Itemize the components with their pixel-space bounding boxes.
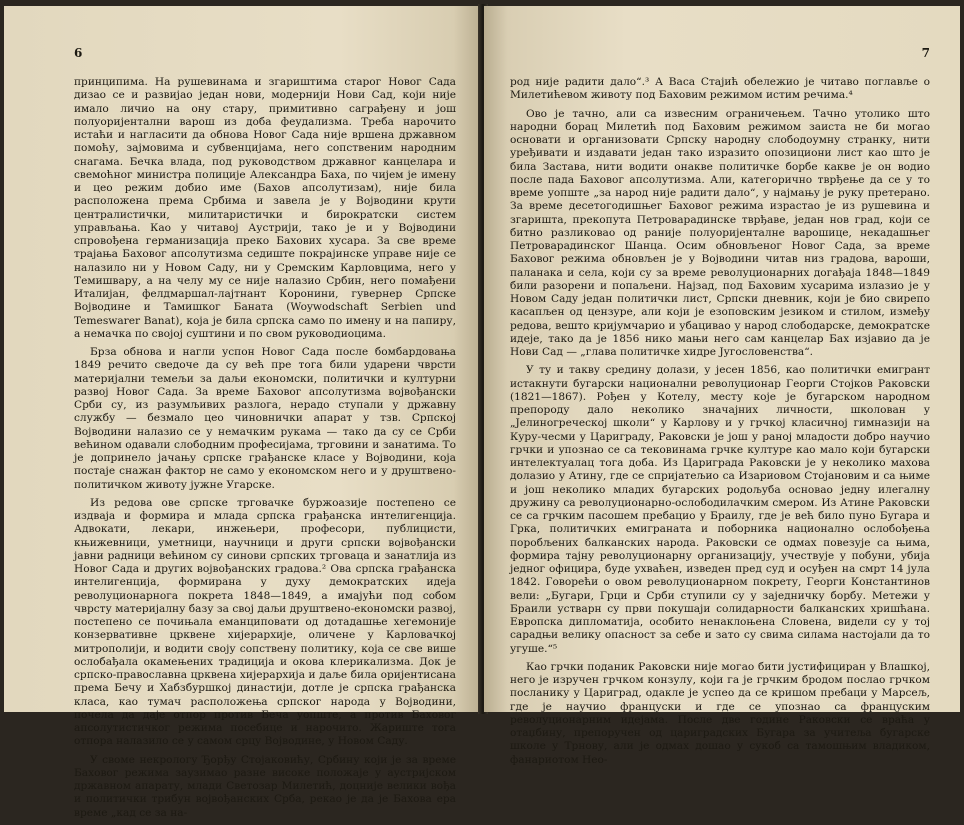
right-page-text [510, 76, 930, 772]
left-page-number: 6 [74, 46, 83, 60]
paragraph: Из редова ове српске трговачке буржоазије постепено се издваја и формира и млада српска грађанска интелигенција. Адвокати, лекари, инжењери, професори, публицисти, књижевници, уметници, научници и други српски војвођански јавни радници већином су синови српских трговаца и занатлија из Новог Сада и других војвођанских градова.² Ова српска грађанска интелигенција, формирана у духу демократских идеја револуционарнога покрета 1848—1849, а имајући под собом чврсту материјалну базу за свој даљи друштвено-економски развој, постепено се почињала еманциповати од дотадашње хегемоније конзервативне црквене хијерархије, оличене у Карловачкој митрополији, и водити своју сопствену политику, која се све више ослобађала окамењених традиција и окова клерикализма. Док је српско-православна црквена хијерархија и даље била оријентисана према Бечу и Хабзбуршкој династији, дотле је српска грађанска класа, као тумач расположења српског народа у Војводини, почела да даје отпор против Беча уопште, а против Баховог апсолутистичког режима посебице и нарочито. Жариште тога отпора налазило се у самом срцу Војводине, у Новом Саду. [74, 496, 456, 748]
left-page [4, 6, 482, 819]
paragraph: род није радити дало“.³ А Васа Стајић обележио је читаво поглавље о Милетићевом животу под Баховим режимом истим речима.⁴ [510, 76, 930, 102]
right-page-number: 7 [921, 46, 930, 60]
right-page [484, 6, 960, 766]
paragraph: Као грчки поданик Раковски није могао бити јустифициран у Влашкој, него је изручен грчком конзулу, који га је грчким бродом послао грчком посланику у Цариград, одакле је успео да се кришом пребаци у Марсељ, где је научио француски и где се упознао са француским револуционарним идејама. После две године Раковски се враћа у отаџбину, препоручен од цариградских Бугара за учитеља бугарске школе у Трнову, али је одмах дошао у сукоб са тамошњим владиком, фанариотом Нео- [510, 660, 930, 766]
paragraph: У своме некрологу Ђорђу Стојаковићу, Србину који је за време Баховог режима заузимао разне високе положаје у аустријском државном апарату, млади Светозар Милетић, доцније велики вођа и политички трибун војвођанских Срба, рекао је да је Бахова ера време „кад се за на- [74, 753, 456, 819]
paragraph: У ту и такву средину долази, у јесен 1856, као политички емигрант истакнути бугарски национални револуционар Георги Стојков Раковски (1821—1867). Рођен у Котелу, месту које је бугарском народном препороду дало неколико значајних личности, школован у „Јелиногреческој школи“ у Карлову и у грчкој класичној гимназији на Куру-чесми у Цариграду, Раковски је још у раној младости добро научио грчки и упознао се са тековинама грчке културе као мало који бугарски интелектуалац тога доба. Из Цариграда Раковски је у неколико махова долазио у Атину, где се спријатељио са Изариовом Стојановим и са њиме и још неколико младих бугарских родољуба основао једну илегалну дружину са револуционарно-ослободилачким смером. Из Атине Раковски се са грчким пасошем пребацио у Браилу, где је већ било пуно Бугара и Грка, политичких емиграната и поборника национално ослобођења поробљених балканских народа. Раковски се одмах повезује са њима, формира тајну револуционарну организацију, учествује у побуни, убија једног официра, буде ухваћен, изведен пред суд и осуђен на смрт 14 јула 1842. Говорећи о овом револуционарном покрету, Георги Константинов вели: „Бугари, Грци и Срби ступили су у заједничку борбу. Метежи у Браили устварн су први покушаји солидарности балканских хришћана. Европска дипломатија, особито ненаклоњена Словена, видели су у тој сарадњи велику опасност за себе и зато су свима силама настојали да то угуше.“⁵ [510, 364, 930, 655]
paragraph: Брза обнова и нагли успон Новог Сада после бомбардовања 1849 речито сведоче да су већ пре тога били ударени чврсти материјални темељи за даљи економски, политички и културни развој Новог Сада. За време Баховог апсолутизма војвођански Срби су, из разумљивих разлога, нерадо ступали у државну службу — безмало цео чиновнички апарат у тзв. Српској Војводини налазио се у немачким рукама — тако да су се Срби већином одавали слободним професијама, трговини и занатима. То је допринело јачању српске грађанске класе у Војводини, која постаје снажан фактор не само у економском него и у друштвено-политичком животу јужне Угарске. [74, 346, 456, 491]
paragraph: принципима. На рушевинама и згариштима старог Новог Сада дизао се и развијао један нови, модернији Нови Сад, који није имало личио на ону стару, примитивно саграђену и још полуоријентални варош из доба феудализма. Треба нарочито истаћи и нагласити да обнова Новог Сада није вршена државном помоћу, зајмовима и субвенцијама, него сопственим народним снагама. Бечка влада, под руководством државног канцелара и свемоћног министра полиције Александра Баха, по чијем је имену и цео режим добио име (Бахов апсолутизам), није била расположена према Србима и завела је у Војводини крути централистички, милитаристички и бирократски систем управљања. Као у читавој Аустрији, тако је и у Војводини спровођена германизација преко Бахових хусара. За све време трајања Баховог апсолутизма седиште покрајинске управе није се налазило ни у Новом Саду, ни у Сремским Карловцима, него у Темишвару, а на челу му се није налазио Србин, него помађени Италијан, фелдмаршал-лајтнант Коронини, гувернер Српске Војводине и Тамишког Баната (Woywodschaft Serbien und Temeswarer Banat), која је била српска само по имену и на папиру, а немачка по својој суштини и по свом руководиоцима. [74, 76, 456, 340]
left-page-text [74, 76, 456, 825]
paragraph: Ово је тачно, али са извесним ограничењем. Тачно утолико што народни борац Милетић под Баховим режимом заиста не би могао основати и организовати Српску народну слободоумну странку, нити уређивати и издавати један тако изразито опозициони лист као што је била Застава, нити водити онакве политичке борбе какве је он водио после пада Баховог апсолутизма. Али, категорично тврђење да се у то време уопште „за народ није радити дало“, у најмању је руку претерано. За време десетогодишњег Баховог режима израстао је из рушевина и згаришта, прекопута Петроварадинске тврђаве, један нов град, који се битно разликовао од раније полуоријенталне варошице, некадашњег Петроварадинског Шанца. Осим обновљеног Новог Сада, за време Баховог режима обновљен је у Војводини читав низ градова, вароши, паланака и села, који су за време револуционарних догађаја 1848—1849 били разорени и попаљени. Најзад, под Баховим хусарима излазио је у Новом Саду један политички лист, Српски дневник, који је био свирепо касапљен од цензуре, али који је езоповским језиком и стилом, између редова, вешто кријумчарио и убацивао у народ слободарске, демократске идеје, тако да је 1856 нико мањи него сам канцелар Бах изјавио да је Нови Сад — „глава политичке хидре Југословенства“. [510, 107, 930, 358]
